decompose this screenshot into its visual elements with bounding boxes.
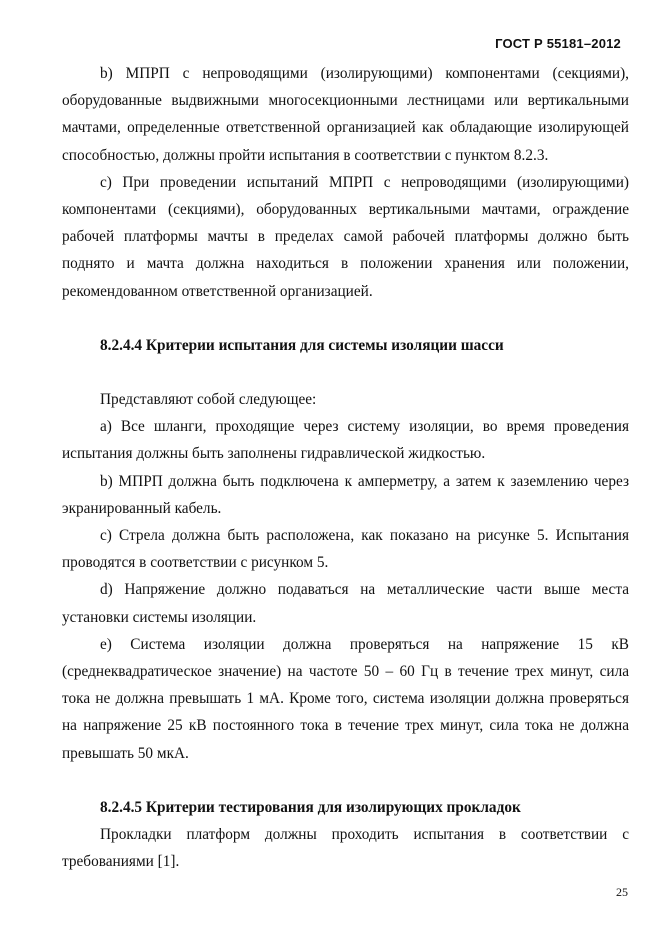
list-item-d: d) Напряжение должно подаваться на металлические части выше места установки системы изоляции. <box>62 581 629 626</box>
document-number: ГОСТ Р 55181–2012 <box>495 36 621 51</box>
section-heading-8-2-4-4: 8.2.4.4 Критерии испытания для системы изоляции шасси <box>100 336 504 354</box>
paragraph-b: b) МПРП с непроводящими (изолирующими) компонентами (секциями), оборудованные выдвижными многосекционными лестницами или вертикальными мачтами, определенные ответственной организацией как обладающие изолирующей способностью, должны пройти испытания в соответствии с пунктом 8.2.3. <box>62 65 629 164</box>
section-8-2-4-5-text: Прокладки платформ должны проходить испытания в соответствии с требованиями [1]. <box>62 826 629 871</box>
page-number: 25 <box>616 885 628 899</box>
section-intro: Представляют собой следующее: <box>100 391 317 409</box>
paragraph-c: c) При проведении испытаний МПРП с непроводящими (изолирующими) компонентами (секциями), оборудованных вертикальными мачтами, ограждение рабочей платформы мачты в пределах самой рабочей платформы должно быть поднято и мачта должна находиться в положении хранения или положении, рекомендованном ответственной организацией. <box>62 173 629 300</box>
list-item-b: b) МПРП должна быть подключена к амперметру, а затем к заземлению через экранированный кабель. <box>62 472 629 517</box>
section-heading-8-2-4-5: 8.2.4.5 Критерии тестирования для изолирующих прокладок <box>100 798 521 816</box>
list-item-a: a) Все шланги, проходящие через систему изоляции, во время проведения испытания должны быть заполнены гидравлической жидкостью. <box>62 418 629 463</box>
page-body <box>62 60 629 875</box>
list-item-e: e) Система изоляции должна проверяться на напряжение 15 кВ (среднеквадратическое значение) на частоте 50 – 60 Гц в течение трех минут, сила тока не должна превышать 1 мА. Кроме того, система изоляции должна проверяться на напряжение 25 кВ постоянного тока в течение трех минут, сила тока не должна превышать 50 мкА. <box>62 635 629 762</box>
list-item-c: c) Стрела должна быть расположена, как показано на рисунке 5. Испытания проводятся в соответствии с рисунком 5. <box>62 527 629 572</box>
